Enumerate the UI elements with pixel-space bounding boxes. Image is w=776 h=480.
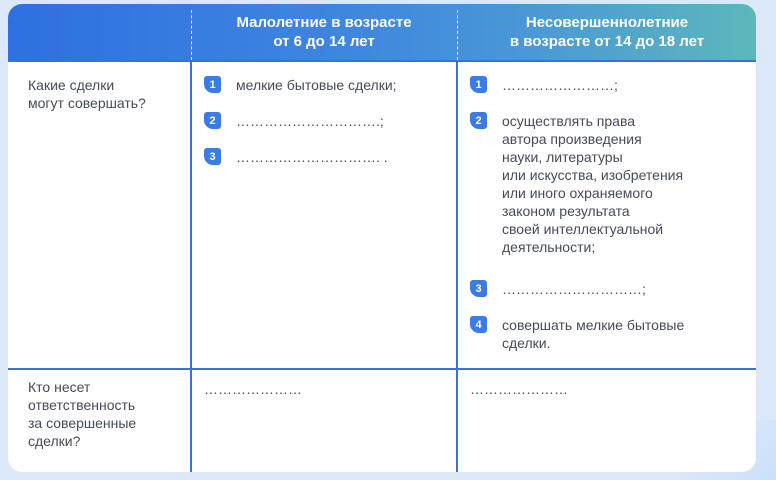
header-line: в возрасте от 14 до 18 лет — [509, 33, 705, 50]
column-divider — [456, 60, 458, 472]
list-item — [470, 316, 684, 352]
list-item — [204, 112, 384, 130]
number-badge: 2 — [204, 112, 221, 129]
answer-blank: ………………… — [470, 381, 568, 397]
row-divider — [8, 368, 756, 370]
item-text: осуществлять права автора произведения науки, литературы или искусства, изобретения или иного охраняемого законом результата своей интеллектуальной деятельности; — [502, 113, 684, 255]
item-text: совершать мелкие бытовые сделки. — [502, 317, 685, 351]
number-badge: 4 — [470, 316, 487, 333]
number-badge: 1 — [204, 76, 221, 93]
comparison-table — [8, 4, 756, 472]
list-item — [470, 112, 683, 256]
header-line: от 6 до 14 лет — [273, 33, 375, 50]
row-label-who-is-responsible: Кто несет ответственность за совершенные сделки? — [28, 379, 137, 449]
item-text: ………………………….; — [236, 113, 384, 129]
list-item — [204, 76, 397, 94]
list-item — [470, 280, 646, 298]
answer-blank: ………………… — [204, 381, 302, 397]
list-item — [470, 76, 618, 94]
row-label-which-deals: Какие сделки могут совершать? — [28, 77, 146, 111]
row-divider — [8, 60, 756, 62]
header-minors-14-18 — [458, 4, 756, 60]
number-badge: 1 — [470, 76, 487, 93]
table-header — [8, 4, 756, 60]
header-divider — [457, 10, 458, 60]
number-badge: 2 — [470, 112, 487, 129]
number-badge: 3 — [470, 280, 487, 297]
column-divider — [190, 60, 192, 472]
header-minors-6-14 — [192, 4, 456, 60]
item-text: мелкие бытовые сделки; — [236, 77, 397, 93]
item-text: …………………………. . — [236, 149, 388, 165]
header-divider — [191, 10, 192, 60]
item-text: ……………………; — [502, 77, 618, 93]
list-item — [204, 148, 388, 166]
item-text: …………………………; — [502, 281, 646, 297]
header-line: Несовершеннолетние — [525, 14, 689, 31]
number-badge: 3 — [204, 148, 221, 165]
header-line: Малолетние в возрасте — [236, 14, 412, 31]
